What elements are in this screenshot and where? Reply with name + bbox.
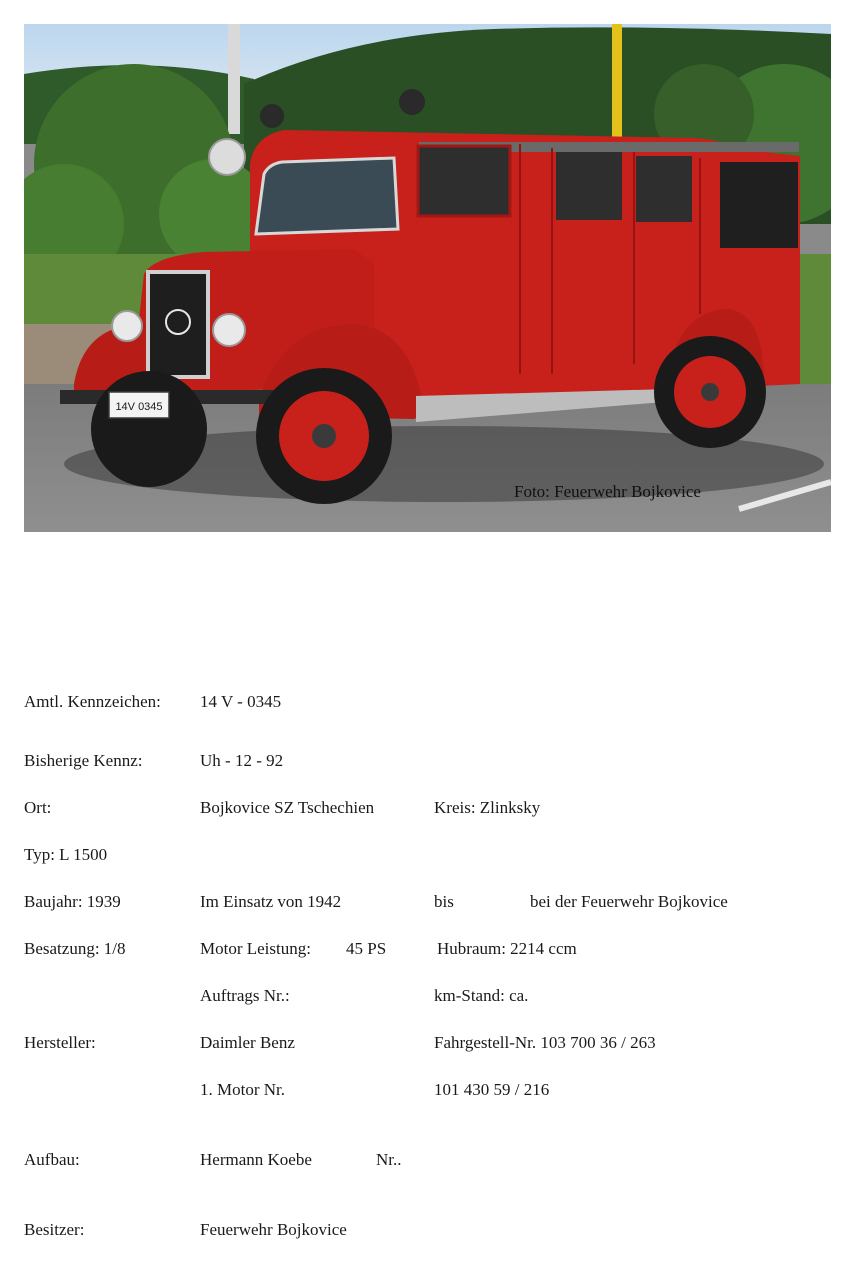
front-left-wheel xyxy=(91,371,207,487)
photo-credit: Foto: Feuerwehr Bojkovice xyxy=(514,482,701,501)
value-aufbau: Hermann Koebe xyxy=(200,1150,312,1169)
value-bei: bei der Feuerwehr Bojkovice xyxy=(530,892,728,911)
value-aufbau-nr: Nr.. xyxy=(376,1150,402,1169)
license-plate-text: 14V 0345 xyxy=(115,401,163,413)
value-bisherige: Uh - 12 - 92 xyxy=(200,751,284,770)
fire-truck-photo xyxy=(24,24,831,532)
label-auftrags-nr: Auftrags Nr.: xyxy=(200,986,290,1005)
value-kennzeichen: 14 V - 0345 xyxy=(200,692,282,711)
label-typ: Typ: L 1500 xyxy=(24,845,108,864)
label-ort: Ort: xyxy=(24,798,52,817)
label-motor-leistung: Motor Leistung: xyxy=(200,939,311,958)
antenna-tower xyxy=(228,24,240,134)
label-hersteller: Hersteller: xyxy=(24,1033,96,1052)
value-einsatz: Im Einsatz von 1942 xyxy=(200,892,342,911)
label-motor-nr: 1. Motor Nr. xyxy=(200,1080,285,1099)
value-bis: bis xyxy=(434,892,454,911)
label-baujahr: Baujahr: 1939 xyxy=(24,892,121,911)
label-besitzer: Besitzer: xyxy=(24,1220,85,1239)
value-ps: 45 PS xyxy=(346,939,387,958)
fire-truck-illustration xyxy=(24,24,831,532)
label-kennzeichen: Amtl. Kennzeichen: xyxy=(24,692,161,711)
value-hubraum: Hubraum: 2214 ccm xyxy=(437,939,577,958)
label-besatzung: Besatzung: 1/8 xyxy=(24,939,126,958)
value-kreis: Kreis: Zlinksky xyxy=(434,798,541,817)
value-ort: Bojkovice SZ Tschechien xyxy=(200,798,375,817)
value-motor-nr: 101 430 59 / 216 xyxy=(434,1080,550,1099)
value-fahrgestell: Fahrgestell-Nr. 103 700 36 / 263 xyxy=(434,1033,656,1052)
label-km-stand: km-Stand: ca. xyxy=(434,986,529,1005)
value-hersteller: Daimler Benz xyxy=(200,1033,295,1052)
value-besitzer: Feuerwehr Bojkovice xyxy=(200,1220,347,1239)
label-aufbau: Aufbau: xyxy=(24,1150,80,1169)
yellow-pole xyxy=(612,24,622,144)
label-bisherige: Bisherige Kennz: xyxy=(24,751,143,770)
